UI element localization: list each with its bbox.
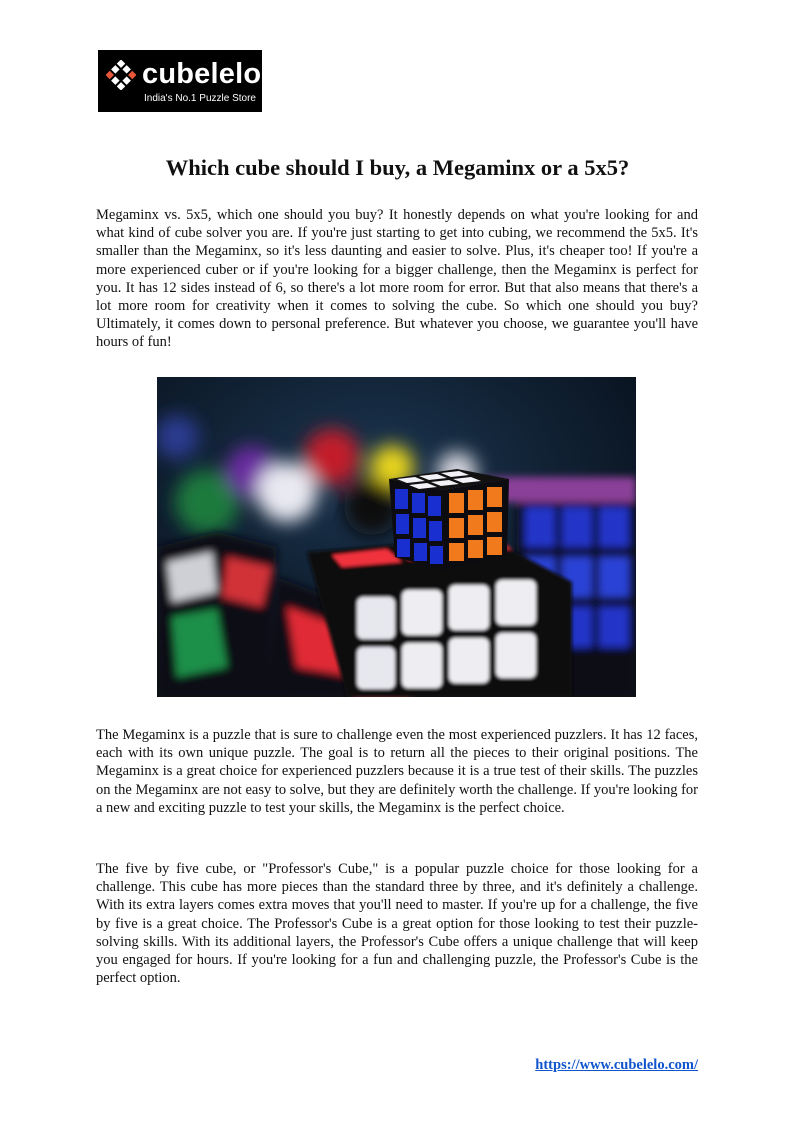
cube-diamond-logo-icon (106, 60, 136, 90)
intro-paragraph: Megaminx vs. 5x5, which one should you buy? It honestly depends on what you're looking for and what kind of cube solver you are. If you're just starting to get into cubing, we recommend the 5x5. It's smaller than the Megaminx, so it's less daunting and easier to solve. Plus, it's cheaper too! If you're a more experienced cuber or if you're looking for a bigger challenge, then the Megaminx is perfect for you. It has 12 sides instead of 6, so there's a lot more room for error. But that also means that there's a lot more room for creativity when it comes to solving the cube. So which one should you buy? Ultimately, it comes down to personal preference. But whatever you choose, we guarantee you'll have hours of fun! (96, 207, 698, 351)
cubelelo-logo[interactable] (98, 50, 262, 112)
rubiks-cubes-photo (157, 377, 636, 697)
logo-tagline: India's No.1 Puzzle Store (144, 93, 256, 104)
megaminx-paragraph: The Megaminx is a puzzle that is sure to challenge even the most experienced puzzlers. It has 12 faces, each with its own unique puzzle. The goal is to return all the pieces to their original positions. The Megaminx is a great choice for experienced puzzlers because it is a true test of their skills. The puzzles on the Megaminx are not easy to solve, but they are definitely worth the challenge. If you're looking for a new and exciting puzzle to test your skills, the Megaminx is the perfect choice. (96, 727, 698, 816)
logo-wordmark: cubelelo (142, 58, 262, 90)
page-title: Which cube should I buy, a Megaminx or a 5x5? (165, 155, 630, 180)
professors-cube-paragraph: The five by five cube, or "Professor's Cube," is a popular puzzle choice for those looking for a challenge. This cube has more pieces than the standard three by three, and it's definitely a challenge. With its extra layers comes extra moves that you'll need to master. If you're up for a challenge, the five by five is a great choice. The Professor's Cube is a great option for those looking to test their puzzle-solving skills. With its additional layers, the Professor's Cube offers a unique challenge that will keep you engaged for hours. If you're looking for a fun and challenging puzzle, the Professor's Cube is the perfect option. (96, 861, 698, 987)
website-link[interactable]: https://www.cubelelo.com/ (535, 1057, 698, 1073)
